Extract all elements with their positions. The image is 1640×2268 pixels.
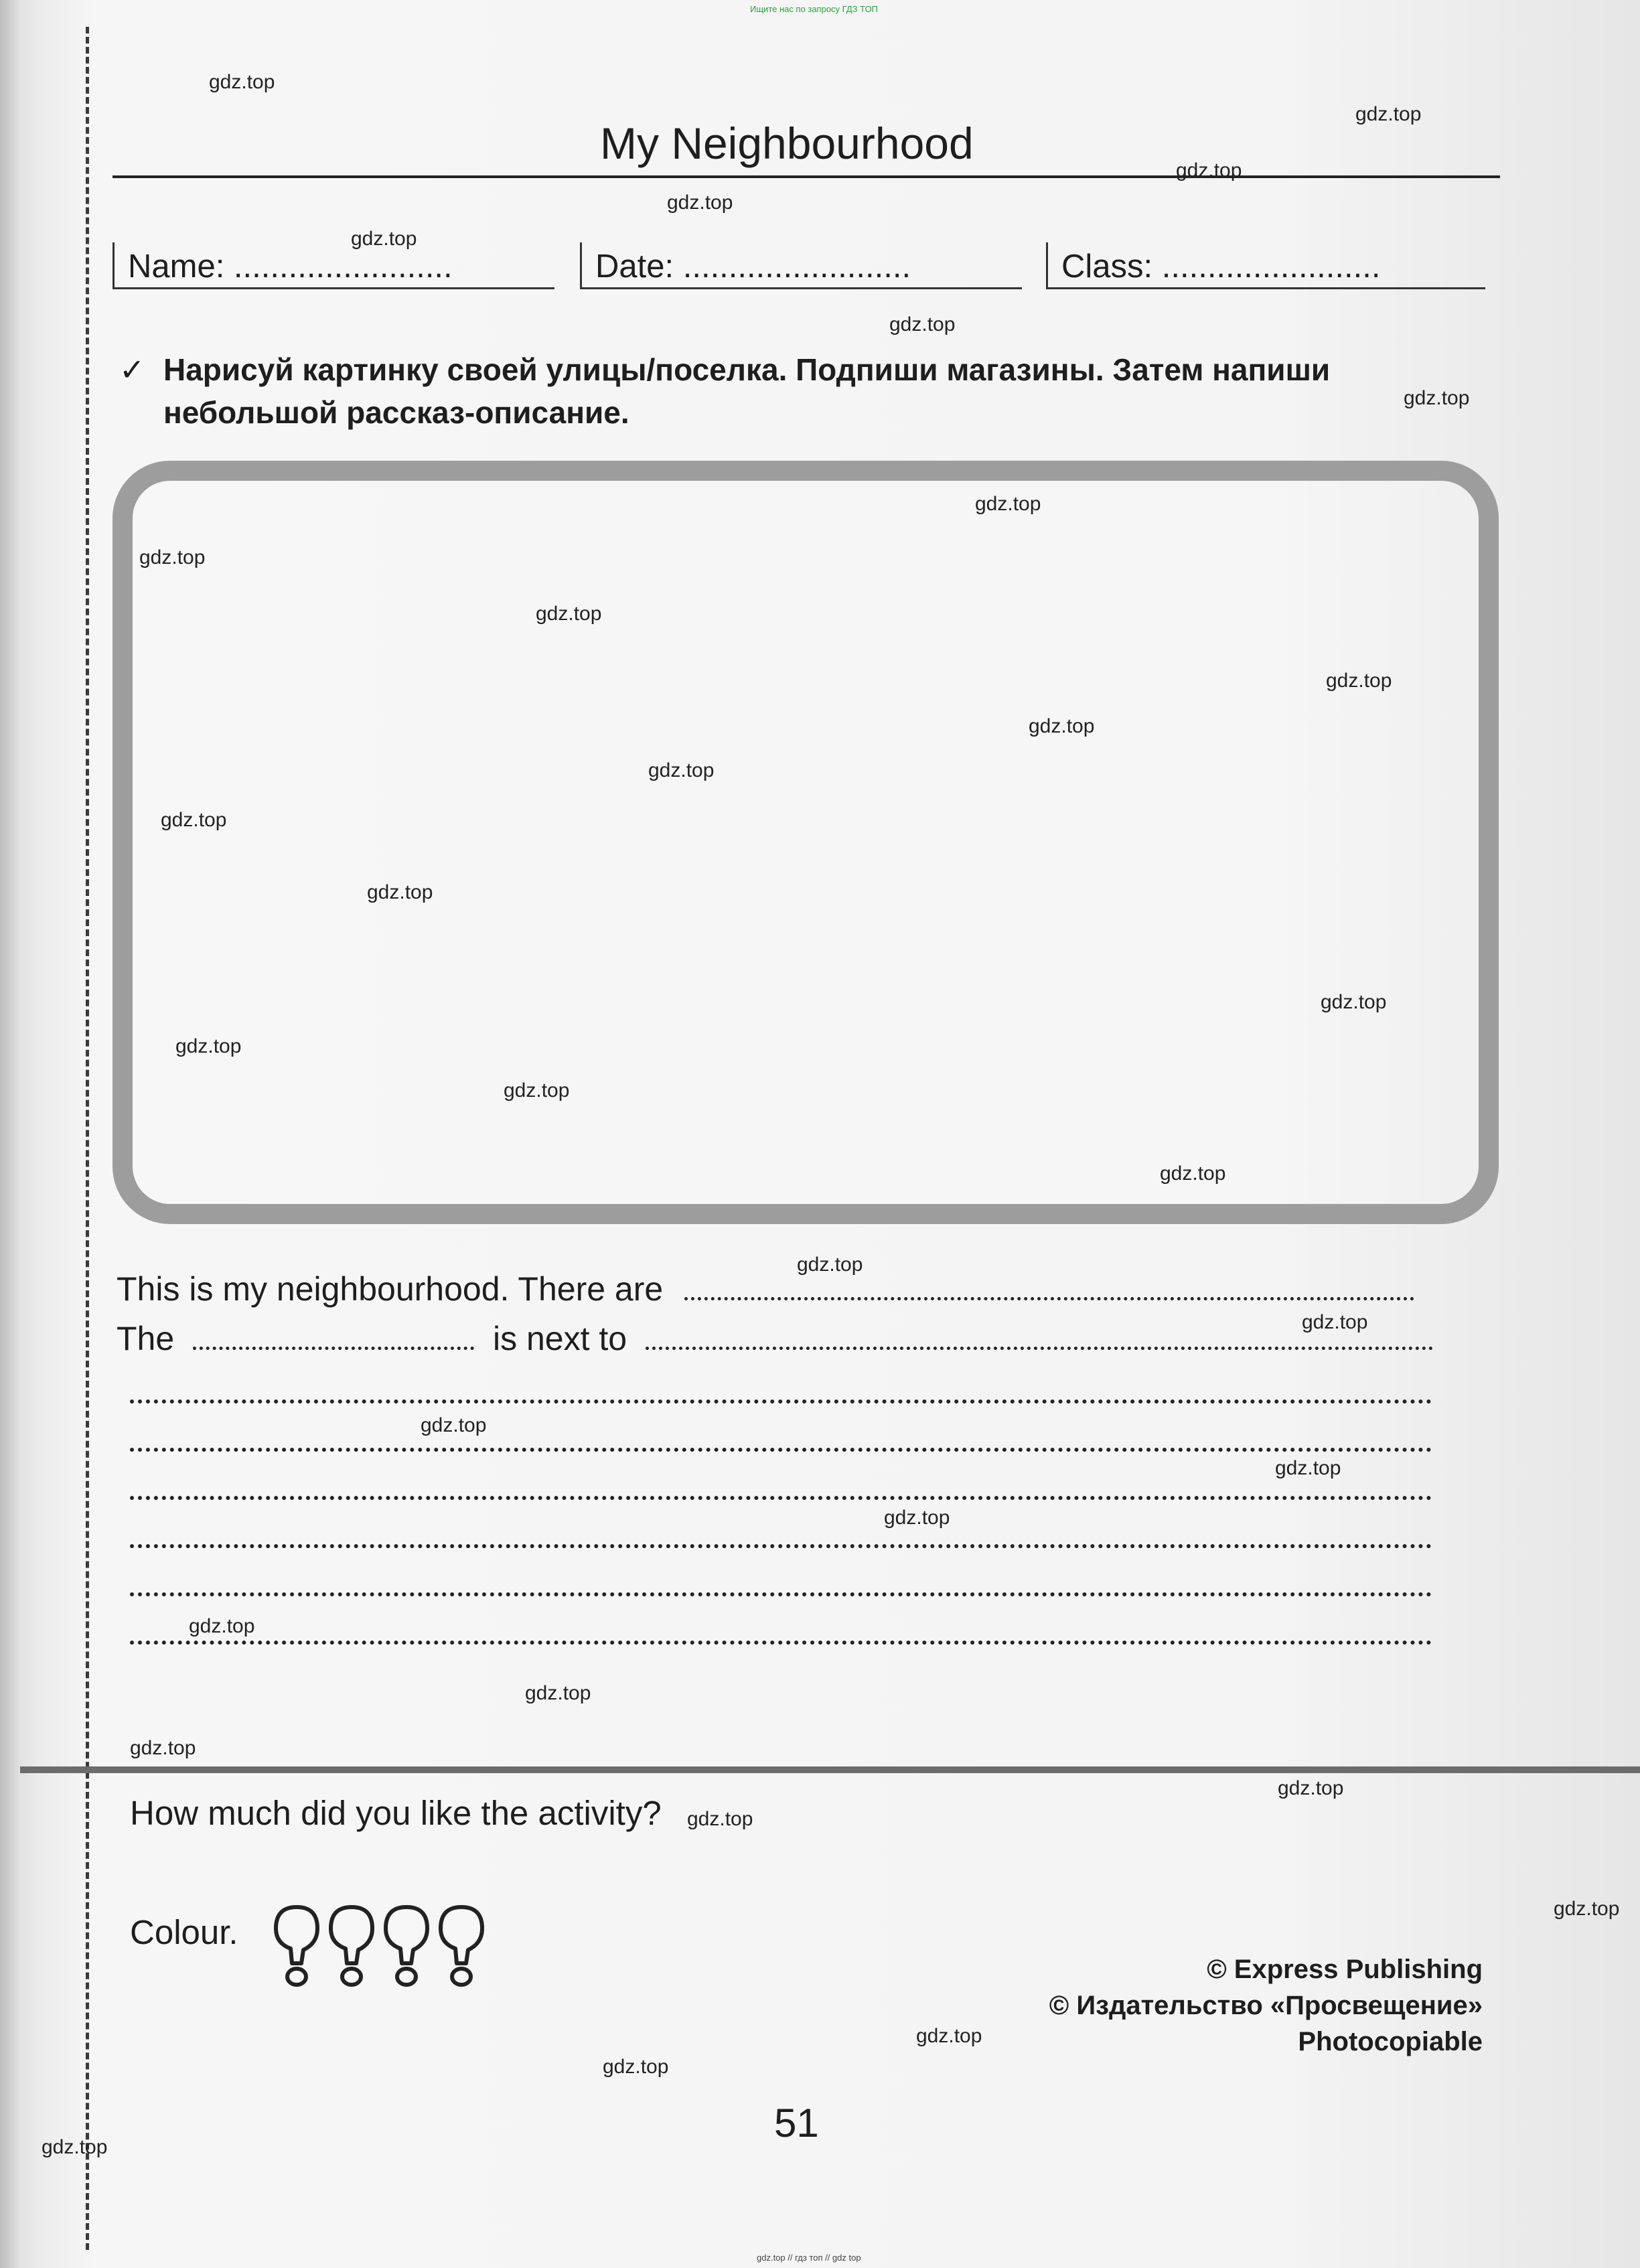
- writing-line-1[interactable]: [117, 1270, 1433, 1310]
- watermark: gdz.top: [889, 313, 956, 335]
- watermark: gdz.top: [139, 546, 206, 569]
- watermark: gdz.top: [189, 1615, 255, 1637]
- book-spine-shadow: [0, 0, 20, 2268]
- face-icon[interactable]: [441, 1907, 482, 1985]
- blank-line[interactable]: [130, 1496, 1432, 1500]
- watermark: gdz.top: [975, 493, 1041, 515]
- page-title: My Neighbourhood: [600, 119, 974, 168]
- perforation-line: [86, 27, 89, 2250]
- watermark: gdz.top: [603, 2056, 669, 2078]
- section-divider: [20, 1766, 1640, 1773]
- copyright-line-1: © Express Publishing: [1207, 1955, 1483, 1984]
- watermark: gdz.top: [1278, 1777, 1344, 1799]
- line1-blank[interactable]: [684, 1288, 1414, 1300]
- drawing-area[interactable]: [113, 461, 1499, 1224]
- watermark: gdz.top: [421, 1414, 487, 1436]
- face-icon[interactable]: [331, 1907, 372, 1985]
- watermark: gdz.top: [175, 1035, 242, 1057]
- date-field[interactable]: Date: .........................: [580, 242, 1022, 289]
- blank-line[interactable]: [130, 1448, 1432, 1452]
- watermark: gdz.top: [42, 2136, 108, 2158]
- face-icon[interactable]: [386, 1907, 427, 1985]
- line1-text: This is my neighbourhood. There are: [117, 1270, 664, 1308]
- watermark: gdz.top: [504, 1079, 570, 1102]
- watermark: gdz.top: [667, 192, 733, 214]
- watermark: gdz.top: [1554, 1898, 1620, 1920]
- watermark: gdz.top: [536, 603, 602, 625]
- watermark: gdz.top: [1160, 1162, 1226, 1185]
- watermark: gdz.top: [161, 809, 227, 831]
- bottom-link[interactable]: gdz.top // гдз топ // gdz top: [757, 2253, 861, 2263]
- watermark: gdz.top: [916, 2025, 982, 2047]
- copyright-line-3: Photocopiable: [1298, 2027, 1483, 2056]
- name-field[interactable]: Name: ........................: [113, 242, 554, 289]
- rating-question: How much did you like the activity?: [130, 1794, 662, 1832]
- line2-blank-a[interactable]: [193, 1337, 474, 1350]
- top-search-link[interactable]: Ищите нас по запросу ГДЗ ТОП: [750, 4, 878, 14]
- watermark: gdz.top: [687, 1808, 753, 1830]
- watermark: gdz.top: [1302, 1311, 1368, 1333]
- title-underline: [113, 175, 1500, 178]
- task-text: Нарисуй картинку своей улицы/поселка. Подпиши магазины. Затем напиши небольшой рассказ-описание.: [163, 352, 1331, 430]
- writing-line-2[interactable]: [117, 1319, 1433, 1359]
- watermark: gdz.top: [130, 1737, 196, 1759]
- watermark: gdz.top: [1321, 991, 1387, 1013]
- watermark: gdz.top: [367, 881, 433, 903]
- watermark: gdz.top: [525, 1682, 591, 1704]
- watermark: gdz.top: [351, 228, 417, 250]
- copyright-block: [1049, 1951, 1483, 2060]
- blank-line[interactable]: [130, 1544, 1432, 1548]
- line2-blank-b[interactable]: [646, 1337, 1433, 1350]
- watermark: gdz.top: [797, 1254, 863, 1276]
- face-icon[interactable]: [276, 1907, 317, 1985]
- rating-faces: [267, 1902, 494, 1989]
- page-number: 51: [774, 2101, 819, 2145]
- line2-next: is next to: [492, 1320, 627, 1357]
- watermark: gdz.top: [1355, 103, 1422, 125]
- blank-line[interactable]: [130, 1400, 1432, 1404]
- blank-line[interactable]: [130, 1641, 1432, 1645]
- blank-line[interactable]: [130, 1592, 1432, 1596]
- watermark: gdz.top: [884, 1507, 950, 1529]
- watermark: gdz.top: [1029, 715, 1095, 737]
- colour-label: Colour.: [130, 1913, 238, 1951]
- watermark: gdz.top: [1275, 1457, 1341, 1479]
- watermark: gdz.top: [209, 71, 275, 93]
- task-instruction: [119, 348, 1485, 434]
- copyright-line-2: © Издательство «Просвещение»: [1049, 1991, 1483, 2020]
- checkmark-icon: ✓: [119, 352, 145, 387]
- watermark: gdz.top: [1404, 387, 1470, 409]
- line2-the: The: [117, 1320, 175, 1357]
- watermark: gdz.top: [1176, 159, 1242, 181]
- class-field[interactable]: Class: ........................: [1046, 242, 1485, 289]
- watermark: gdz.top: [648, 759, 715, 781]
- watermark: gdz.top: [1326, 670, 1392, 692]
